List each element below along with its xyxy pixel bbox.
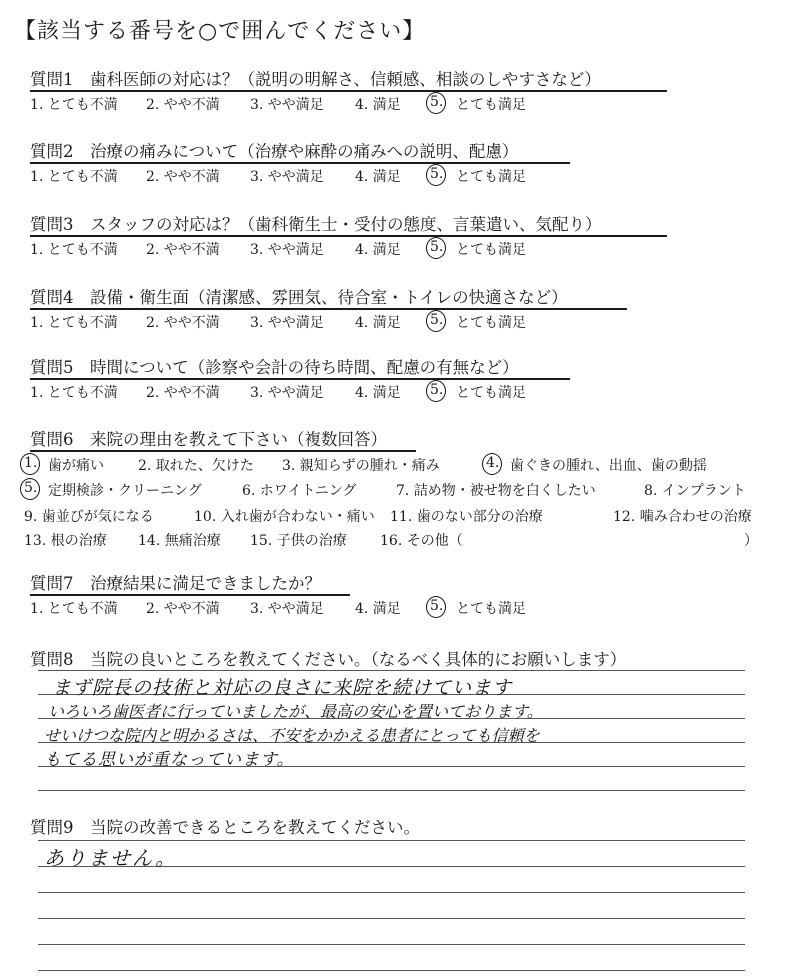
reason-11[interactable]: 11. 歯のない部分の治療 xyxy=(390,509,543,525)
option-3[interactable]: 3. やや満足 xyxy=(250,169,324,185)
reason-16-close-paren: ） xyxy=(744,533,758,549)
option-2[interactable]: 2. やや不満 xyxy=(146,315,220,331)
option-5-label: とても満足 xyxy=(456,315,526,331)
reason-2[interactable]: 2. 取れた、欠けた xyxy=(138,458,254,474)
option-4[interactable]: 4. 満足 xyxy=(355,169,401,185)
option-1[interactable]: 1. とても不満 xyxy=(30,97,118,113)
option-1[interactable]: 1. とても不満 xyxy=(30,601,118,617)
reason-8[interactable]: 8. インプラント xyxy=(644,483,746,499)
option-5-label: とても満足 xyxy=(456,169,526,185)
question-4-underline xyxy=(30,308,627,310)
option-4[interactable]: 4. 満足 xyxy=(355,242,401,258)
option-3[interactable]: 3. やや満足 xyxy=(250,315,324,331)
reason-3[interactable]: 3. 親知らずの腫れ・痛み xyxy=(282,458,440,474)
answer-line xyxy=(38,840,745,841)
option-4[interactable]: 4. 満足 xyxy=(355,385,401,401)
option-1[interactable]: 1. とても不満 xyxy=(30,242,118,258)
handwritten-answer-line: ありません。 xyxy=(44,846,178,870)
page-title: 【該当する番号を○で囲んでください】 xyxy=(14,19,426,44)
question-4-heading: 質問4 設備・衛生面（清潔感、雰囲気、待合室・トイレの快適さなど） xyxy=(30,288,568,307)
answer-line xyxy=(38,892,745,893)
option-2[interactable]: 2. やや不満 xyxy=(146,601,220,617)
question-1-heading: 質問1 歯科医師の対応は？（説明の明解さ、信頼感、相談のしやすさなど） xyxy=(30,70,601,89)
answer-line xyxy=(38,970,745,971)
option-1[interactable]: 1. とても不満 xyxy=(30,315,118,331)
option-1[interactable]: 1. とても不満 xyxy=(30,385,118,401)
option-3[interactable]: 3. やや満足 xyxy=(250,601,324,617)
option-5-label: とても満足 xyxy=(456,385,526,401)
option-4[interactable]: 4. 満足 xyxy=(355,315,401,331)
option-4[interactable]: 4. 満足 xyxy=(355,97,401,113)
selection-circle-icon xyxy=(426,237,446,259)
question-3-heading: 質問3 スタッフの対応は？（歯科衛生士・受付の態度、言葉遣い、気配り） xyxy=(30,215,602,234)
reason-5-selected[interactable]: 5. xyxy=(24,480,38,496)
question-8-heading: 質問8 当院の良いところを教えてください。（なるべく具体的にお願いします） xyxy=(30,650,627,669)
option-1[interactable]: 1. とても不満 xyxy=(30,169,118,185)
question-3-underline xyxy=(30,235,667,237)
selection-circle-icon xyxy=(482,453,502,475)
question-5-heading: 質問5 時間について（診察や会計の待ち時間、配慮の有無など） xyxy=(30,358,519,377)
reason-16-other[interactable]: 16. その他（ xyxy=(380,533,463,549)
option-5-selected[interactable]: 5. xyxy=(430,166,444,182)
option-5-label: とても満足 xyxy=(456,97,526,113)
option-2[interactable]: 2. やや不満 xyxy=(146,242,220,258)
option-5-selected[interactable]: 5. xyxy=(430,382,444,398)
reason-14[interactable]: 14. 無痛治療 xyxy=(138,533,221,549)
question-7-heading: 質問7 治療結果に満足できましたか？ xyxy=(30,574,321,593)
selection-circle-icon xyxy=(426,596,446,618)
answer-line xyxy=(38,670,745,671)
reason-6[interactable]: 6. ホワイトニング xyxy=(242,483,357,499)
selection-circle-icon xyxy=(426,310,446,332)
selection-circle-icon xyxy=(20,453,40,475)
selection-circle-icon xyxy=(426,164,446,186)
question-5-underline xyxy=(30,378,570,380)
question-1-underline xyxy=(30,90,667,92)
selection-circle-icon xyxy=(426,380,446,402)
option-5-label: とても満足 xyxy=(456,601,526,617)
reason-1-label: 歯が痛い xyxy=(48,458,104,474)
option-2[interactable]: 2. やや不満 xyxy=(146,385,220,401)
selection-circle-icon xyxy=(20,478,40,500)
option-4[interactable]: 4. 満足 xyxy=(355,601,401,617)
selection-circle-icon xyxy=(426,92,446,114)
answer-line xyxy=(38,790,745,791)
question-6-heading: 質問6 来院の理由を教えて下さい（複数回答） xyxy=(30,430,387,449)
question-9-heading: 質問9 当院の改善できるところを教えてください。 xyxy=(30,818,420,837)
reason-15[interactable]: 15. 子供の治療 xyxy=(250,533,347,549)
reason-9[interactable]: 9. 歯並びが気になる xyxy=(24,509,154,525)
question-2-heading: 質問2 治療の痛みについて（治療や麻酔の痛みへの説明、配慮） xyxy=(30,142,519,161)
option-5-label: とても満足 xyxy=(456,242,526,258)
reason-12[interactable]: 12. 噛み合わせの治療 xyxy=(613,509,752,525)
option-3[interactable]: 3. やや満足 xyxy=(250,97,324,113)
option-3[interactable]: 3. やや満足 xyxy=(250,385,324,401)
reason-10[interactable]: 10. 入れ歯が合わない・痛い xyxy=(194,509,375,525)
handwritten-answer-line: まず院長の技術と対応の良さに来院を続けています xyxy=(52,677,513,699)
reason-7[interactable]: 7. 詰め物・被せ物を白くしたい xyxy=(396,483,596,499)
answer-line xyxy=(38,918,745,919)
option-2[interactable]: 2. やや不満 xyxy=(146,169,220,185)
question-7-underline xyxy=(30,594,350,596)
option-5-selected[interactable]: 5. xyxy=(430,94,444,110)
handwritten-answer-line: いろいろ歯医者に行っていましたが、最高の安心を置いております。 xyxy=(48,702,543,721)
question-2-underline xyxy=(30,162,570,164)
option-5-selected[interactable]: 5. xyxy=(430,598,444,614)
option-2[interactable]: 2. やや不満 xyxy=(146,97,220,113)
answer-line xyxy=(38,944,745,945)
reason-4-label: 歯ぐきの腫れ、出血、歯の動揺 xyxy=(510,458,707,474)
reason-13[interactable]: 13. 根の治療 xyxy=(24,533,107,549)
option-5-selected[interactable]: 5. xyxy=(430,239,444,255)
question-6-underline xyxy=(30,450,416,452)
reason-5-label: 定期検診・クリーニング xyxy=(48,483,202,499)
reason-4-selected[interactable]: 4. xyxy=(486,455,500,471)
handwritten-answer-line: せいけつな院内と明かるさは、不安をかかえる患者にとっても信頼を xyxy=(44,726,540,745)
handwritten-answer-line: もてる思いが重なっています。 xyxy=(44,750,295,770)
option-3[interactable]: 3. やや満足 xyxy=(250,242,324,258)
reason-1-selected[interactable]: 1. xyxy=(24,455,38,471)
option-5-selected[interactable]: 5. xyxy=(430,312,444,328)
